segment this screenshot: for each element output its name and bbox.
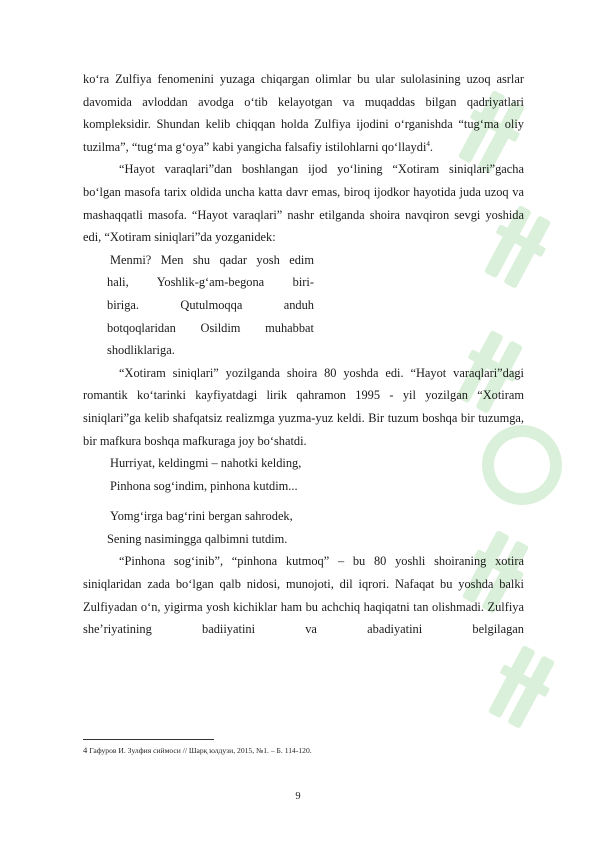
- footnote-text: Гафуров И. Зулфия сиймоси // Шарқ юлдузи, 2015, №1. – Б. 114-120.: [87, 746, 312, 755]
- footnote-number: 4: [83, 745, 88, 755]
- paragraph-3: “Xotiram siniqlari” yozilganda shoira 80 yoshda edi. “Hayot varaqlari”dagi romantik ko‘tarinki kayfiyatdagi lirik qahramon 1995 - yil yozilgan “Xotiram siniqlari”ga kelib shafqatsiz realizmga yuzma-yuz keldi. Bir tuzum boshqa bir tuzumga, bir mafkura boshqa mafkuraga joy bo‘shatdi.: [83, 365, 524, 448]
- poem-line: Hurriyat, keldingmi – nahotki kelding,: [110, 456, 302, 471]
- main-text: [83, 68, 524, 641]
- poem-line: hali, Yoshlik-g‘am-begona biri-: [107, 275, 314, 290]
- paragraph-1-text: ko‘ra Zulfiya fenomenini yuzaga chiqargan olimlar bu ular sulolasining uzoq asrlar davomida avloddan avodga o‘tib kelayotgan va muqaddas bilgan qadriyatlari kompleksidir. Shundan kelib chiqqan holda Zulfiya ijodini o‘rganishda “tug‘ma oliy tuzilma”, “tug‘ma g‘oya” kabi yangicha falsafiy istilohlarni qo‘llaydi: [83, 72, 524, 154]
- poem-stanza-1: [107, 249, 314, 362]
- poem-line: Yomg‘irga bag‘rini bergan sahrodek,: [110, 509, 293, 524]
- page-number: 9: [295, 791, 301, 802]
- paragraph-1: [83, 68, 524, 158]
- footnote-divider: [83, 739, 214, 740]
- poem-line: shodliklariga.: [107, 343, 175, 358]
- poem-line: Menmi? Men shu qadar yosh edim: [110, 252, 314, 267]
- poem-line: Sening nasimingga qalbimni tutdim.: [107, 531, 288, 546]
- poem-line: Pinhona sog‘indim, pinhona kutdim...: [110, 478, 298, 493]
- paragraph-2: “Hayot varaqlari”dan boshlangan ijod yo‘lining “Xotiram siniqlari”gacha bo‘lgan masofa tarix oldida uncha katta davr emas, biroq ijodkor hayotida juda uzoq va mashaqqatli masofa. “Hayot varaqlari” nashr etilganda shoira navqiron sevgi yoshida edi, “Xotiram siniqlari”da yozganidek:: [83, 162, 524, 245]
- stanza-gap: [107, 497, 524, 505]
- paragraph-1-end: .: [429, 139, 433, 154]
- paragraph-4: “Pinhona sog‘inib”, “pinhona kutmoq” – bu 80 yoshli shoiraning xotira siniqlaridan zada bo‘lgan qalb nidosi, munojoti, dil iqrori. Nafaqat bu yoshda balki Zulfiyadan o‘n, yigirma yosh kichiklar ham bu achchiq haqiqatni tan olishmadi. Zulfiya she’riyatining badiiyatini va abadiyatini belgilagan: [83, 554, 524, 637]
- footnote-reference: 4: [426, 139, 430, 148]
- poem-line: botqoqlaridan Osildim muhabbat: [107, 320, 314, 335]
- poem-stanza-2: [107, 452, 524, 550]
- footnote: [83, 745, 524, 756]
- poem-line: biriga. Qutulmoqqa anduh: [107, 297, 314, 312]
